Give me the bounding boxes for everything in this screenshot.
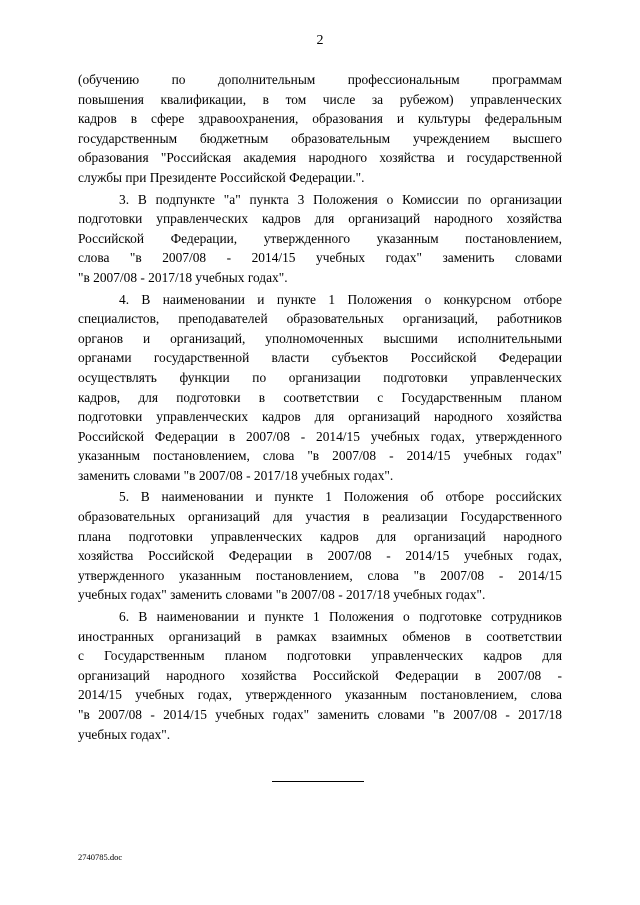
paragraph-item-4 xyxy=(78,290,562,486)
text-line: "в 2007/08 - 2017/18 учебных годах". xyxy=(78,269,288,285)
text-line: утвержденного указанным постановлением, слова "в 2007/08 - 2014/15 xyxy=(78,567,562,583)
page-number: 2 xyxy=(316,33,324,48)
text-line: "в 2007/08 - 2014/15 учебных годах" заменить словами "в 2007/08 - 2017/18 xyxy=(78,707,562,722)
text-line: государственным бюджетным образовательным учреждением высшего xyxy=(78,130,562,146)
text-line: (обучению по дополнительным профессиональным программам xyxy=(78,72,562,87)
text-line: иностранных организаций в рамках взаимных обменов в соответствии xyxy=(78,628,562,644)
end-separator-line xyxy=(272,781,364,782)
text-line: учебных годах" заменить словами "в 2007/08 - 2017/18 учебных годах". xyxy=(78,587,486,603)
text-line: 3. В подпункте "а" пункта 3 Положения о Комиссии по организации xyxy=(119,191,562,207)
text-line: образования "Российская академия народного хозяйства и государственной xyxy=(78,150,562,166)
text-line: 6. В наименовании и пункте 1 Положения о подготовке сотрудников xyxy=(119,609,562,625)
text-line: службы при Президенте Российской Федерации.". xyxy=(78,169,365,185)
text-line: образовательных организаций для участия в реализации Государственного xyxy=(78,509,562,525)
text-line: кадров в сфере здравоохранения, образования и культуры федеральным xyxy=(78,111,562,127)
paragraph-item-5 xyxy=(78,487,562,605)
text-line: специалистов, преподавателей образовательных организаций, работников xyxy=(78,311,562,327)
text-line: органами государственной власти субъектов Российской Федерации xyxy=(78,350,562,366)
text-line: 4. В наименовании и пункте 1 Положения о конкурсном отборе xyxy=(119,291,562,307)
document-body xyxy=(78,70,562,746)
text-line: кадров, для подготовки в соответствии с Государственным планом xyxy=(78,389,562,405)
text-line: учебных годах". xyxy=(78,726,171,742)
text-line: 5. В наименовании и пункте 1 Положения об отборе российских xyxy=(119,489,562,505)
text-line: заменить словами "в 2007/08 - 2017/18 учебных годах". xyxy=(78,467,394,483)
text-line: осуществлять функции по организации подготовки управленческих xyxy=(78,369,562,385)
text-line: организаций народного хозяйства Российской Федерации в 2007/08 - xyxy=(78,667,562,683)
text-line: подготовки управленческих кадров для организаций народного хозяйства xyxy=(78,409,562,425)
text-line: 2014/15 учебных годах, утвержденного указанным постановлением, слова xyxy=(78,687,562,703)
text-line: подготовки управленческих кадров для организаций народного хозяйства xyxy=(78,211,562,227)
text-line: органов и организаций, уполномоченных высшими исполнительными xyxy=(78,330,562,346)
text-line: указанным постановлением, слова "в 2007/08 - 2014/15 учебных годах" xyxy=(78,448,562,464)
paragraph-item-3 xyxy=(78,190,562,288)
text-line: Российской Федерации, утвержденного указанным постановлением, xyxy=(78,230,562,246)
text-line: с Государственным планом подготовки управленческих кадров для xyxy=(78,648,562,664)
paragraph-continuation xyxy=(78,70,562,188)
text-line: слова "в 2007/08 - 2014/15 учебных годах" заменить словами xyxy=(78,250,562,266)
text-line: Российской Федерации в 2007/08 - 2014/15 учебных годах, утвержденного xyxy=(78,428,562,444)
text-line: плана подготовки управленческих кадров для организаций народного xyxy=(78,528,562,544)
text-line: хозяйства Российской Федерации в 2007/08 - 2014/15 учебных годах, xyxy=(78,548,562,564)
paragraph-item-6 xyxy=(78,607,562,744)
document-file-id: 2740785.doc xyxy=(78,852,123,862)
text-line: повышения квалификации, в том числе за рубежом) управленческих xyxy=(78,91,562,107)
